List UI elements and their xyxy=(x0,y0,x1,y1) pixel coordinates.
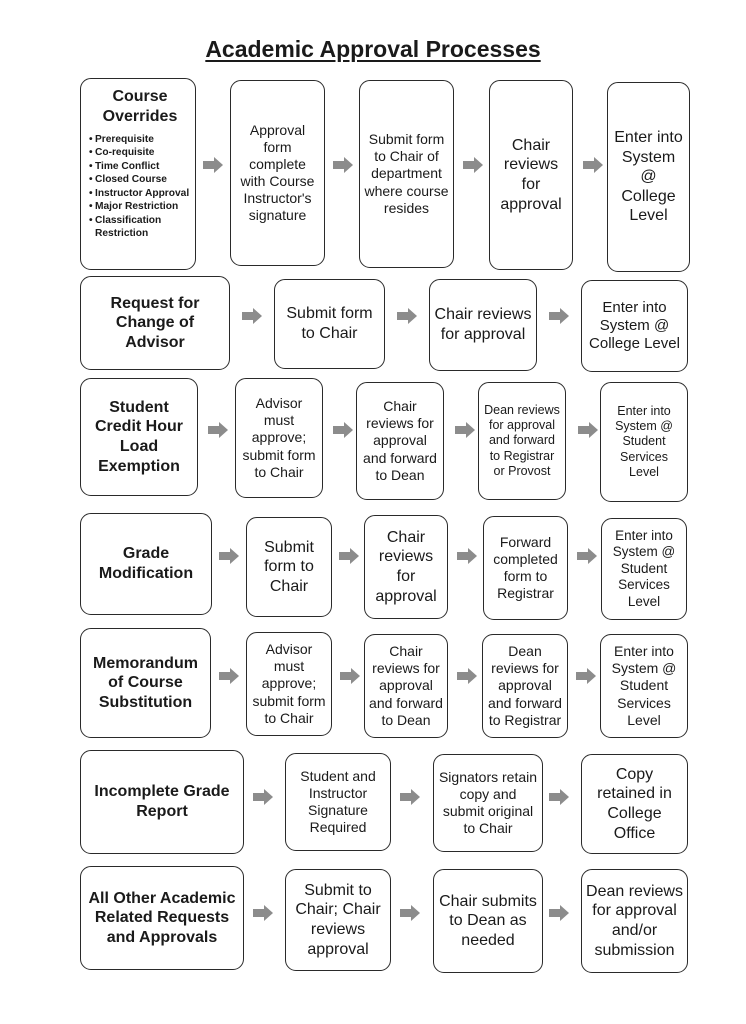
step-text: Chair reviews for approval xyxy=(375,528,437,605)
step-text: Enter into System @ College Level xyxy=(589,298,680,353)
step-text: Copy retained in College Office xyxy=(597,765,672,842)
course-overrides-heading xyxy=(80,78,196,270)
step-text: Enter into System @ College Level xyxy=(614,129,683,225)
course-substitution-heading-text: Memorandum of Course Substitution xyxy=(93,654,198,711)
flow-arrow-icon xyxy=(549,308,569,324)
flow-arrow-icon xyxy=(397,308,417,324)
change-of-advisor-heading-text: Request for Change of Advisor xyxy=(110,294,200,351)
flow-arrow-icon xyxy=(457,548,477,564)
flow-arrow-icon xyxy=(253,789,273,805)
grade-modification-step-1 xyxy=(246,517,332,617)
grade-modification-heading xyxy=(80,513,212,615)
change-of-advisor-step-1 xyxy=(274,279,385,369)
flow-arrow-icon xyxy=(253,905,273,921)
flow-arrow-icon xyxy=(576,668,596,684)
credit-hour-exemption-step-3 xyxy=(478,382,566,500)
step-text: Enter into System @ Student Services Level xyxy=(612,527,676,609)
credit-hour-exemption-heading-text: Student Credit Hour Load Exemption xyxy=(95,398,183,475)
grade-modification-step-2 xyxy=(364,515,448,619)
grade-modification-heading-text: Grade Modification xyxy=(98,545,194,582)
flow-arrow-icon xyxy=(333,157,353,173)
flow-arrow-icon xyxy=(400,905,420,921)
course-substitution-heading xyxy=(80,628,211,738)
flow-arrow-icon xyxy=(549,905,569,921)
flow-arrow-icon xyxy=(400,789,420,805)
step-text: Signators retain copy and submit original to Chair xyxy=(438,768,538,837)
step-text: Approval form complete with Course Instructor's signature xyxy=(240,121,315,224)
other-requests-step-2 xyxy=(433,869,543,973)
override-type-item: • Closed Course xyxy=(89,173,191,186)
incomplete-grade-heading xyxy=(80,750,244,854)
override-type-item: • Time Conflict xyxy=(89,160,191,173)
override-types-list xyxy=(89,133,191,241)
grade-modification-step-4 xyxy=(601,518,687,620)
flow-arrow-icon xyxy=(463,157,483,173)
credit-hour-exemption-step-4 xyxy=(600,382,688,502)
override-type-item: • Co-requisite xyxy=(89,146,191,159)
step-text: Chair submits to Dean as needed xyxy=(439,892,537,949)
other-requests-step-1 xyxy=(285,869,391,971)
step-text: Dean reviews for approval and forward to Registrar or Provost xyxy=(484,402,560,478)
override-type-item: • Instructor Approval xyxy=(89,187,191,200)
step-text: Advisor must approve; submit form to Chair xyxy=(252,641,326,726)
course-overrides-step-3 xyxy=(489,80,573,270)
step-text: Chair reviews for approval and forward to Dean xyxy=(369,643,443,728)
course-overrides-title: Course Overrides xyxy=(102,88,178,125)
flow-arrow-icon xyxy=(242,308,262,324)
change-of-advisor-step-2 xyxy=(429,279,537,371)
step-text: Chair reviews for approval and forward to Dean xyxy=(363,398,437,483)
course-substitution-step-3 xyxy=(482,634,568,738)
other-requests-heading-text: All Other Academic Related Requests and Approvals xyxy=(88,889,236,946)
flow-arrow-icon xyxy=(457,668,477,684)
step-text: Chair reviews for approval xyxy=(434,306,532,343)
incomplete-grade-step-2 xyxy=(433,754,543,852)
step-text: Enter into System @ Student Services Level xyxy=(611,643,677,728)
step-text: Chair reviews for approval xyxy=(500,136,562,213)
flow-arrow-icon xyxy=(455,422,475,438)
incomplete-grade-step-3 xyxy=(581,754,688,854)
course-substitution-step-4 xyxy=(600,634,688,738)
step-text: Submit form to Chair xyxy=(286,305,373,342)
step-text: Forward completed form to Registrar xyxy=(493,533,558,602)
page-title: Academic Approval Processes xyxy=(205,36,541,62)
flow-arrow-icon xyxy=(578,422,598,438)
change-of-advisor-heading xyxy=(80,276,230,370)
grade-modification-step-3 xyxy=(483,516,568,620)
course-substitution-step-1 xyxy=(246,632,332,736)
incomplete-grade-step-1 xyxy=(285,753,391,851)
step-text: Submit form to Chair xyxy=(264,538,314,595)
flow-arrow-icon xyxy=(583,157,603,173)
course-overrides-step-1 xyxy=(230,80,325,266)
incomplete-grade-heading-text: Incomplete Grade Report xyxy=(94,783,230,820)
step-text: Submit to Chair; Chair reviews approval xyxy=(295,881,381,958)
other-requests-step-3 xyxy=(581,869,688,973)
credit-hour-exemption-step-2 xyxy=(356,382,444,500)
credit-hour-exemption-heading xyxy=(80,378,198,496)
step-text: Advisor must approve; submit form to Chair xyxy=(242,395,316,480)
step-text: Enter into System @ Student Services Level xyxy=(615,403,673,479)
flow-arrow-icon xyxy=(333,422,353,438)
override-type-item: • Prerequisite xyxy=(89,133,191,146)
step-text: Submit form to Chair of department where course resides xyxy=(364,131,449,216)
override-type-item: • Classification Restriction xyxy=(89,214,191,241)
step-text: Dean reviews for approval and/or submission xyxy=(586,882,683,959)
step-text: Dean reviews for approval and forward to Registrar xyxy=(488,643,562,728)
flow-arrow-icon xyxy=(339,548,359,564)
flow-arrow-icon xyxy=(219,548,239,564)
course-substitution-step-2 xyxy=(364,634,448,738)
flow-arrow-icon xyxy=(219,668,239,684)
course-overrides-step-2 xyxy=(359,80,454,268)
credit-hour-exemption-step-1 xyxy=(235,378,323,498)
flow-arrow-icon xyxy=(549,789,569,805)
flow-arrow-icon xyxy=(208,422,228,438)
flow-arrow-icon xyxy=(577,548,597,564)
change-of-advisor-step-3 xyxy=(581,280,688,372)
other-requests-heading xyxy=(80,866,244,970)
course-overrides-step-4 xyxy=(607,82,690,272)
flow-arrow-icon xyxy=(340,668,360,684)
override-type-item: • Major Restriction xyxy=(89,200,191,213)
step-text: Student and Instructor Signature Required xyxy=(300,767,376,836)
flow-arrow-icon xyxy=(203,157,223,173)
